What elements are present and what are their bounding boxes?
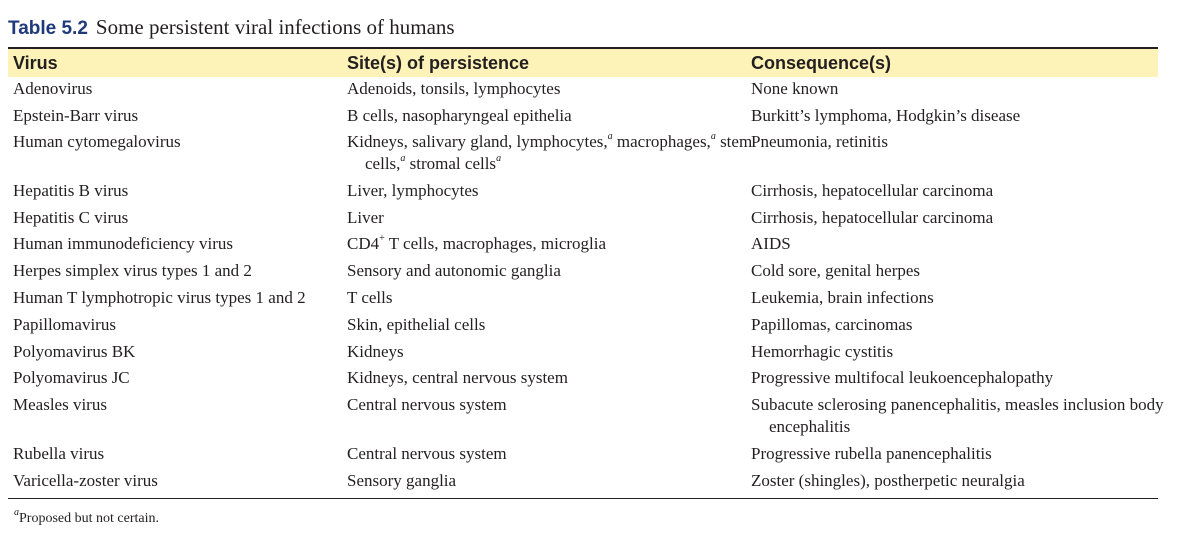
cell-site: Central nervous system (347, 444, 507, 463)
cell-site: Liver, lymphocytes (347, 181, 479, 200)
table-caption (8, 14, 455, 42)
header-site: Site(s) of persistence (347, 53, 530, 73)
cell-virus: Varicella-zoster virus (13, 471, 158, 490)
cell-site: Skin, epithelial cells (347, 315, 486, 334)
cell-consequence: Hemorrhagic cystitis (751, 342, 894, 361)
cell-virus: Epstein-Barr virus (13, 106, 139, 125)
header-virus: Virus (13, 53, 58, 73)
cell-consequence: Zoster (shingles), postherpetic neuralgia (751, 471, 1025, 490)
cell-site: T cells (347, 288, 393, 307)
cell-consequence: Burkitt’s lymphoma, Hodgkin’s disease (751, 106, 1021, 125)
cell-consequence: Cirrhosis, hepatocellular carcinoma (751, 208, 994, 227)
cell-site: Kidneys (347, 342, 404, 361)
cell-site: Adenoids, tonsils, lymphocytes (347, 79, 561, 98)
cell-site: Central nervous system (347, 395, 507, 414)
cell-virus: Adenovirus (13, 79, 93, 98)
cell-virus: Rubella virus (13, 444, 105, 463)
cell-site: Liver (347, 208, 384, 227)
table-bottom-rule (8, 498, 1158, 499)
cell-virus: Papillomavirus (13, 315, 116, 334)
footnote-mark: a (14, 507, 19, 519)
cell-site: Kidneys, salivary gland, lymphocytes,$^a$ macrophages,$^a$ stem cells,$^a$ stromal cells$^a$ (347, 131, 753, 173)
cell-site: Sensory ganglia (347, 471, 457, 490)
footnote-text: Proposed but not certain. (19, 511, 159, 526)
cell-consequence: Progressive rubella panencephalitis (751, 444, 992, 463)
table-number: Table 5.2 (8, 18, 88, 39)
cell-virus: Hepatitis C virus (13, 208, 129, 227)
cell-virus: Measles virus (13, 395, 107, 414)
cell-virus: Polyomavirus BK (13, 342, 136, 361)
cell-virus: Human T lymphotropic virus types 1 and 2 (13, 288, 306, 307)
table-footnote (14, 507, 159, 528)
cell-consequence: AIDS (751, 234, 791, 253)
cell-site: B cells, nasopharyngeal epithelia (347, 106, 572, 125)
header-consequence: Consequence(s) (751, 53, 892, 73)
cell-consequence: Cirrhosis, hepatocellular carcinoma (751, 181, 994, 200)
cell-consequence: Cold sore, genital herpes (751, 261, 921, 280)
cell-site: CD4+ T cells, macrophages, microglia (347, 233, 607, 253)
cell-consequence: Progressive multifocal leukoencephalopathy (751, 368, 1054, 387)
cell-virus: Herpes simplex virus types 1 and 2 (13, 261, 252, 280)
cell-virus: Hepatitis B virus (13, 181, 129, 200)
footnote-mark: a (607, 131, 613, 143)
cell-virus: Human immunodeficiency virus (13, 234, 234, 253)
cell-site: Kidneys, central nervous system (347, 368, 568, 387)
cell-consequence: None known (751, 79, 839, 98)
footnote-mark: a (400, 153, 406, 165)
footnote-mark: a (496, 153, 502, 165)
cell-consequence: Leukemia, brain infections (751, 288, 934, 307)
table-title: Some persistent viral infections of humans (95, 15, 455, 39)
cell-virus: Polyomavirus JC (13, 368, 130, 387)
cell-consequence: Papillomas, carcinomas (751, 315, 913, 334)
footnote-mark: a (710, 131, 716, 143)
cell-virus: Human cytomegalovirus (13, 132, 181, 151)
persistent-infections-table (8, 47, 1164, 490)
superscript-plus: + (379, 233, 385, 245)
cell-consequence: Pneumonia, retinitis (751, 132, 888, 151)
cell-consequence: Subacute sclerosing panencephalitis, measles inclusion body encephalitis (751, 395, 1164, 436)
table-header-row (8, 47, 1158, 77)
cell-site: Sensory and autonomic ganglia (347, 261, 561, 280)
